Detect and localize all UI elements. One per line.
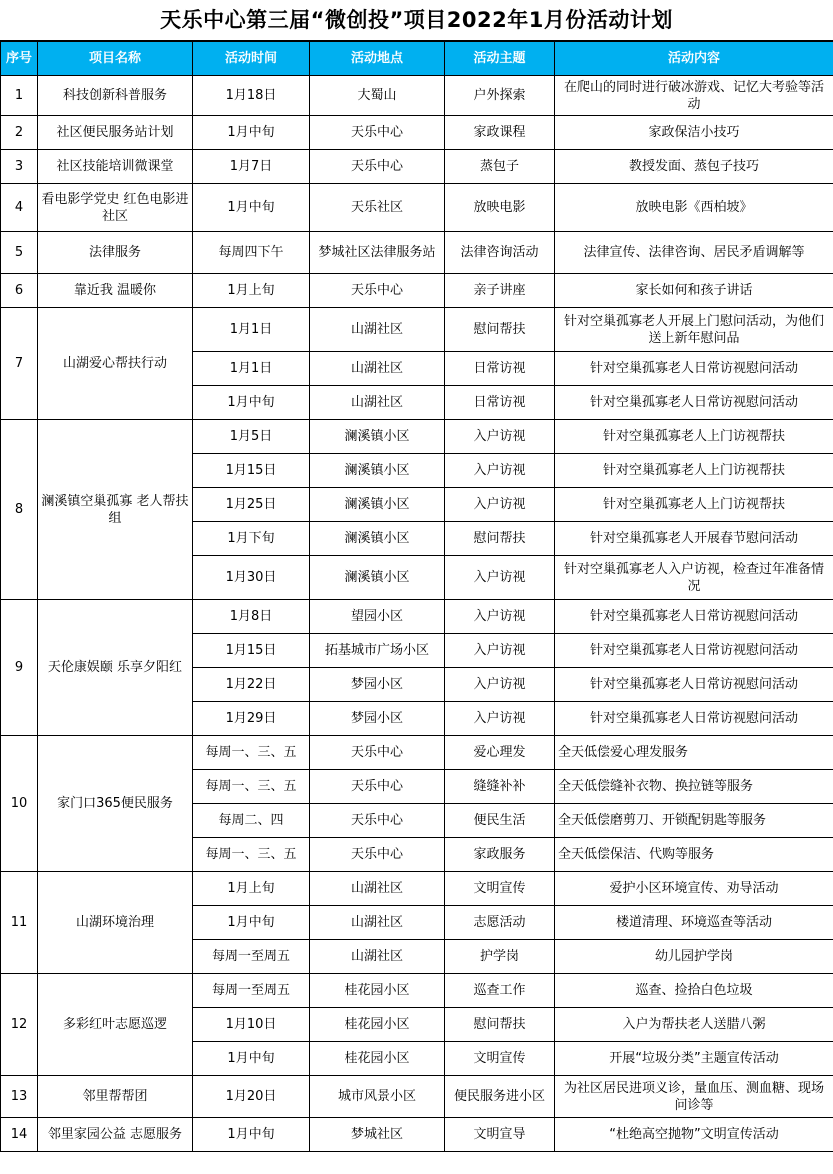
project-name-cell: 澜溪镇空巢孤寡 老人帮扶组	[38, 420, 193, 600]
project-name-cell: 社区技能培训微课堂	[38, 150, 193, 184]
activity-theme-cell: 巡查工作	[445, 974, 555, 1008]
row-number-cell: 2	[1, 116, 38, 150]
activity-time-cell: 1月中旬	[193, 386, 310, 420]
activity-time-cell: 1月中旬	[193, 1042, 310, 1076]
activity-content-cell: 针对空巢孤寡老人日常访视慰问活动	[555, 386, 833, 420]
table-row	[1, 308, 833, 352]
project-name-cell: 靠近我 温暖你	[38, 274, 193, 308]
activity-content-cell: 全天低偿磨剪刀、开锁配钥匙等服务	[555, 804, 833, 838]
table-row	[1, 184, 833, 232]
activity-theme-cell: 入户访视	[445, 488, 555, 522]
table-row	[1, 420, 833, 454]
project-name-cell: 法律服务	[38, 232, 193, 274]
table-row	[1, 600, 833, 634]
activity-theme-cell: 蒸包子	[445, 150, 555, 184]
activity-content-cell: 家政保洁小技巧	[555, 116, 833, 150]
project-name-cell: 多彩红叶志愿巡逻	[38, 974, 193, 1076]
activity-place-cell: 山湖社区	[310, 386, 445, 420]
activity-theme-cell: 入户访视	[445, 668, 555, 702]
activity-place-cell: 梦城社区法律服务站	[310, 232, 445, 274]
project-name-cell: 山湖环境治理	[38, 872, 193, 974]
project-name-cell: 社区便民服务站计划	[38, 116, 193, 150]
activity-time-cell: 每周一至周五	[193, 940, 310, 974]
activity-theme-cell: 便民服务进小区	[445, 1076, 555, 1118]
table-row	[1, 232, 833, 274]
activity-content-cell: 针对空巢孤寡老人上门访视帮扶	[555, 420, 833, 454]
activity-time-cell: 1月1日	[193, 308, 310, 352]
activity-time-cell: 每周二、四	[193, 804, 310, 838]
activity-place-cell: 天乐中心	[310, 804, 445, 838]
activity-theme-cell: 入户访视	[445, 600, 555, 634]
activity-theme-cell: 志愿活动	[445, 906, 555, 940]
activity-place-cell: 天乐中心	[310, 838, 445, 872]
activity-theme-cell: 放映电影	[445, 184, 555, 232]
row-number-cell: 10	[1, 736, 38, 872]
activity-theme-cell: 缝缝补补	[445, 770, 555, 804]
activity-content-cell: 全天低偿缝补衣物、换拉链等服务	[555, 770, 833, 804]
header-cell: 活动时间	[193, 42, 310, 76]
activity-theme-cell: 入户访视	[445, 634, 555, 668]
activity-place-cell: 梦园小区	[310, 668, 445, 702]
activity-place-cell: 天乐中心	[310, 116, 445, 150]
activity-theme-cell: 日常访视	[445, 352, 555, 386]
activity-place-cell: 天乐社区	[310, 184, 445, 232]
activity-content-cell: 爱护小区环境宣传、劝导活动	[555, 872, 833, 906]
table-row	[1, 1118, 833, 1152]
activity-content-cell: 针对空巢孤寡老人日常访视慰问活动	[555, 600, 833, 634]
activity-content-cell: 针对空巢孤寡老人日常访视慰问活动	[555, 634, 833, 668]
table-row	[1, 116, 833, 150]
activity-content-cell: 针对空巢孤寡老人开展春节慰问活动	[555, 522, 833, 556]
activity-content-cell: 入户为帮扶老人送腊八粥	[555, 1008, 833, 1042]
project-name-cell: 家门口365便民服务	[38, 736, 193, 872]
activity-place-cell: 山湖社区	[310, 308, 445, 352]
activity-content-cell: 针对空巢孤寡老人开展上门慰问活动，为他们送上新年慰问品	[555, 308, 833, 352]
project-name-cell: 科技创新科普服务	[38, 76, 193, 116]
activity-theme-cell: 法律咨询活动	[445, 232, 555, 274]
header-cell: 项目名称	[38, 42, 193, 76]
activity-content-cell: 针对空巢孤寡老人入户访视，检查过年准备情况	[555, 556, 833, 600]
activity-time-cell: 1月15日	[193, 634, 310, 668]
activity-place-cell: 桂花园小区	[310, 974, 445, 1008]
activity-content-cell: 放映电影《西柏坡》	[555, 184, 833, 232]
project-name-cell: 邻里帮帮团	[38, 1076, 193, 1118]
activity-theme-cell: 爱心理发	[445, 736, 555, 770]
activity-content-cell: 幼儿园护学岗	[555, 940, 833, 974]
activity-place-cell: 澜溪镇小区	[310, 522, 445, 556]
activity-theme-cell: 文明宣传	[445, 1042, 555, 1076]
header-cell: 活动内容	[555, 42, 833, 76]
activity-content-cell: 巡查、捡拾白色垃圾	[555, 974, 833, 1008]
activity-theme-cell: 慰问帮扶	[445, 522, 555, 556]
activity-content-cell: 针对空巢孤寡老人日常访视慰问活动	[555, 702, 833, 736]
activity-theme-cell: 便民生活	[445, 804, 555, 838]
activity-plan-table	[0, 41, 833, 1152]
project-name-cell: 邻里家园公益 志愿服务	[38, 1118, 193, 1152]
row-number-cell: 7	[1, 308, 38, 420]
activity-content-cell: 在爬山的同时进行破冰游戏、记忆大考验等活动	[555, 76, 833, 116]
activity-time-cell: 每周一、三、五	[193, 838, 310, 872]
activity-place-cell: 桂花园小区	[310, 1008, 445, 1042]
activity-content-cell: 针对空巢孤寡老人上门访视帮扶	[555, 488, 833, 522]
activity-time-cell: 1月5日	[193, 420, 310, 454]
activity-place-cell: 澜溪镇小区	[310, 420, 445, 454]
activity-time-cell: 1月7日	[193, 150, 310, 184]
activity-content-cell: 针对空巢孤寡老人日常访视慰问活动	[555, 668, 833, 702]
activity-theme-cell: 慰问帮扶	[445, 308, 555, 352]
activity-theme-cell: 家政课程	[445, 116, 555, 150]
activity-time-cell: 每周一、三、五	[193, 736, 310, 770]
project-name-cell: 天伦康娱颐 乐享夕阳红	[38, 600, 193, 736]
project-name-cell: 山湖爱心帮扶行动	[38, 308, 193, 420]
row-number-cell: 9	[1, 600, 38, 736]
activity-theme-cell: 护学岗	[445, 940, 555, 974]
activity-content-cell: 法律宣传、法律咨询、居民矛盾调解等	[555, 232, 833, 274]
activity-time-cell: 1月中旬	[193, 1118, 310, 1152]
row-number-cell: 6	[1, 274, 38, 308]
activity-time-cell: 1月15日	[193, 454, 310, 488]
activity-place-cell: 澜溪镇小区	[310, 488, 445, 522]
row-number-cell: 11	[1, 872, 38, 974]
activity-time-cell: 1月20日	[193, 1076, 310, 1118]
activity-theme-cell: 入户访视	[445, 420, 555, 454]
activity-place-cell: 望园小区	[310, 600, 445, 634]
table-row	[1, 1076, 833, 1118]
activity-time-cell: 1月29日	[193, 702, 310, 736]
table-row	[1, 274, 833, 308]
page-title: 天乐中心第三届“微创投”项目2022年1月份活动计划	[0, 0, 833, 41]
activity-theme-cell: 慰问帮扶	[445, 1008, 555, 1042]
activity-theme-cell: 文明宣导	[445, 1118, 555, 1152]
activity-place-cell: 山湖社区	[310, 352, 445, 386]
activity-time-cell: 1月中旬	[193, 906, 310, 940]
row-number-cell: 5	[1, 232, 38, 274]
row-number-cell: 14	[1, 1118, 38, 1152]
activity-time-cell: 1月上旬	[193, 872, 310, 906]
activity-place-cell: 城市风景小区	[310, 1076, 445, 1118]
activity-place-cell: 天乐中心	[310, 770, 445, 804]
row-number-cell: 4	[1, 184, 38, 232]
table-row	[1, 736, 833, 770]
activity-theme-cell: 入户访视	[445, 454, 555, 488]
activity-theme-cell: 入户访视	[445, 556, 555, 600]
row-number-cell: 12	[1, 974, 38, 1076]
activity-place-cell: 澜溪镇小区	[310, 454, 445, 488]
activity-place-cell: 拓基城市广场小区	[310, 634, 445, 668]
activity-theme-cell: 入户访视	[445, 702, 555, 736]
activity-time-cell: 1月25日	[193, 488, 310, 522]
activity-time-cell: 1月1日	[193, 352, 310, 386]
activity-theme-cell: 户外探索	[445, 76, 555, 116]
activity-time-cell: 每周四下午	[193, 232, 310, 274]
activity-content-cell: 开展“垃圾分类”主题宣传活动	[555, 1042, 833, 1076]
activity-time-cell: 1月中旬	[193, 184, 310, 232]
activity-place-cell: 大蜀山	[310, 76, 445, 116]
activity-time-cell: 1月上旬	[193, 274, 310, 308]
activity-place-cell: 梦园小区	[310, 702, 445, 736]
project-name-cell: 看电影学党史 红色电影进社区	[38, 184, 193, 232]
activity-content-cell: 为社区居民进项义诊，量血压、测血糖、现场问诊等	[555, 1076, 833, 1118]
row-number-cell: 13	[1, 1076, 38, 1118]
activity-time-cell: 1月8日	[193, 600, 310, 634]
activity-place-cell: 山湖社区	[310, 872, 445, 906]
table-row	[1, 872, 833, 906]
activity-content-cell: 家长如何和孩子讲话	[555, 274, 833, 308]
header-row	[1, 42, 833, 76]
activity-place-cell: 梦城社区	[310, 1118, 445, 1152]
activity-time-cell: 1月10日	[193, 1008, 310, 1042]
activity-content-cell: “杜绝高空抛物”文明宣传活动	[555, 1118, 833, 1152]
activity-time-cell: 每周一、三、五	[193, 770, 310, 804]
activity-place-cell: 天乐中心	[310, 274, 445, 308]
activity-place-cell: 桂花园小区	[310, 1042, 445, 1076]
activity-place-cell: 澜溪镇小区	[310, 556, 445, 600]
activity-content-cell: 针对空巢孤寡老人上门访视帮扶	[555, 454, 833, 488]
row-number-cell: 1	[1, 76, 38, 116]
activity-content-cell: 教授发面、蒸包子技巧	[555, 150, 833, 184]
activity-time-cell: 每周一至周五	[193, 974, 310, 1008]
activity-place-cell: 山湖社区	[310, 906, 445, 940]
row-number-cell: 8	[1, 420, 38, 600]
table-row	[1, 150, 833, 184]
table-row	[1, 76, 833, 116]
activity-content-cell: 针对空巢孤寡老人日常访视慰问活动	[555, 352, 833, 386]
activity-theme-cell: 文明宣传	[445, 872, 555, 906]
header-cell: 序号	[1, 42, 38, 76]
activity-content-cell: 楼道清理、环境巡查等活动	[555, 906, 833, 940]
activity-time-cell: 1月中旬	[193, 116, 310, 150]
table-body	[1, 76, 833, 1152]
table-row	[1, 974, 833, 1008]
header-cell: 活动主题	[445, 42, 555, 76]
row-number-cell: 3	[1, 150, 38, 184]
activity-time-cell: 1月下旬	[193, 522, 310, 556]
activity-place-cell: 天乐中心	[310, 736, 445, 770]
activity-theme-cell: 家政服务	[445, 838, 555, 872]
activity-theme-cell: 亲子讲座	[445, 274, 555, 308]
header-cell: 活动地点	[310, 42, 445, 76]
activity-content-cell: 全天低偿保洁、代购等服务	[555, 838, 833, 872]
activity-time-cell: 1月30日	[193, 556, 310, 600]
activity-place-cell: 山湖社区	[310, 940, 445, 974]
activity-theme-cell: 日常访视	[445, 386, 555, 420]
activity-place-cell: 天乐中心	[310, 150, 445, 184]
activity-content-cell: 全天低偿爱心理发服务	[555, 736, 833, 770]
activity-time-cell: 1月18日	[193, 76, 310, 116]
activity-time-cell: 1月22日	[193, 668, 310, 702]
